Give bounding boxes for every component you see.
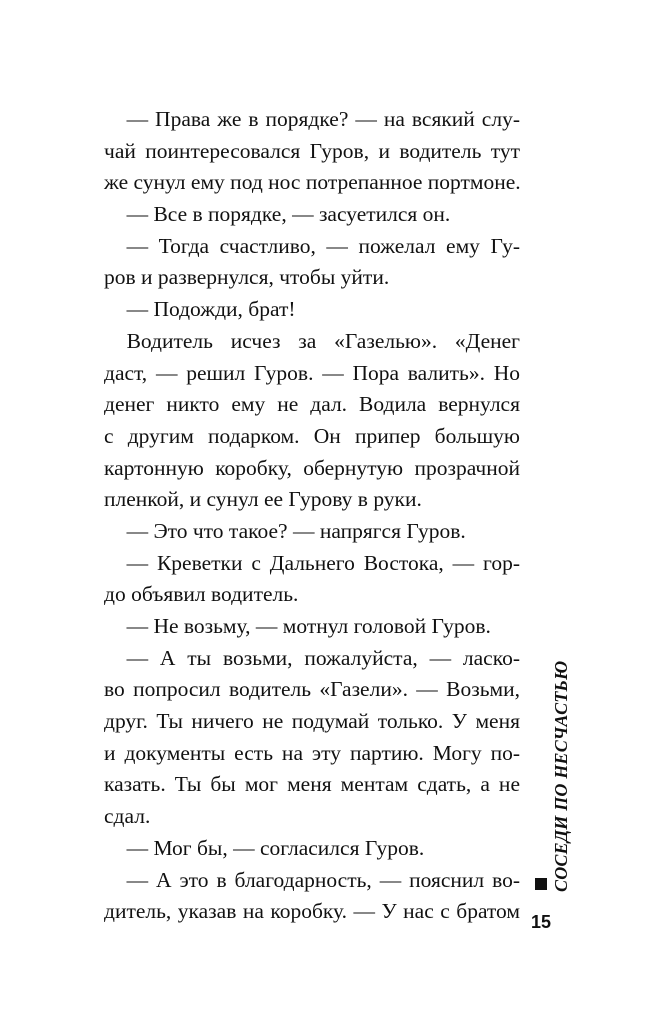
text-line: — Все в порядке, — засуетился он. bbox=[126, 202, 451, 227]
body-text bbox=[104, 104, 520, 928]
text-line: сдал. bbox=[104, 804, 151, 829]
running-head: СОСЕДИ ПО НЕСЧАСТЬЮ bbox=[551, 660, 571, 892]
text-line: даст, — решил Гуров. — Пора валить». Но bbox=[104, 360, 520, 385]
text-line: — Подожди, брат! bbox=[126, 297, 296, 322]
text-line: — А ты возьми, пожалуйста, — ласко- bbox=[126, 645, 520, 670]
text-line: и документы есть на эту партию. Могу по- bbox=[104, 740, 520, 765]
text-line: — Это что такое? — напрягся Гуров. bbox=[126, 518, 466, 543]
text-line: пленкой, и сунул ее Гурову в руки. bbox=[104, 487, 422, 512]
text-line: денег никто ему не дал. Водила вернулся bbox=[104, 392, 520, 417]
text-line: — Права же в порядке? — на всякий слу- bbox=[126, 107, 520, 131]
text-line: казать. Ты бы мог меня ментам сдать, а не bbox=[104, 772, 520, 797]
text-line: друг. Ты ничего не подумай только. У меня bbox=[104, 709, 520, 734]
text-line: — Креветки с Дальнего Востока, — гор- bbox=[126, 550, 520, 575]
text-line: же сунул ему под нос потрепанное портмоне. bbox=[104, 170, 521, 195]
text-line: картонную коробку, обернутую прозрачной bbox=[104, 455, 520, 480]
text-line: ров и развернулся, чтобы уйти. bbox=[104, 265, 390, 290]
text-line: с другим подарком. Он припер большую bbox=[104, 423, 520, 448]
text-line: Водитель исчез за «Газелью». «Денег bbox=[126, 328, 520, 353]
text-line: — Тогда счастливо, — пожелал ему Гу- bbox=[126, 233, 520, 258]
text-line: — Не возьму, — мотнул головой Гуров. bbox=[126, 614, 491, 638]
page-number: 15 bbox=[530, 912, 552, 932]
square-marker bbox=[535, 878, 547, 890]
text-line: дитель, указав на коробку. — У нас с братом bbox=[104, 899, 520, 924]
text-line: — Мог бы, — согласился Гуров. bbox=[126, 835, 425, 860]
text-line: чай поинтересовался Гуров, и водитель тут bbox=[104, 138, 520, 163]
text-line: до объявил водитель. bbox=[104, 582, 299, 607]
text-line: — А это в благодарность, — пояснил во- bbox=[126, 867, 520, 892]
text-line: во попросил водитель «Газели». — Возьми, bbox=[104, 677, 520, 702]
